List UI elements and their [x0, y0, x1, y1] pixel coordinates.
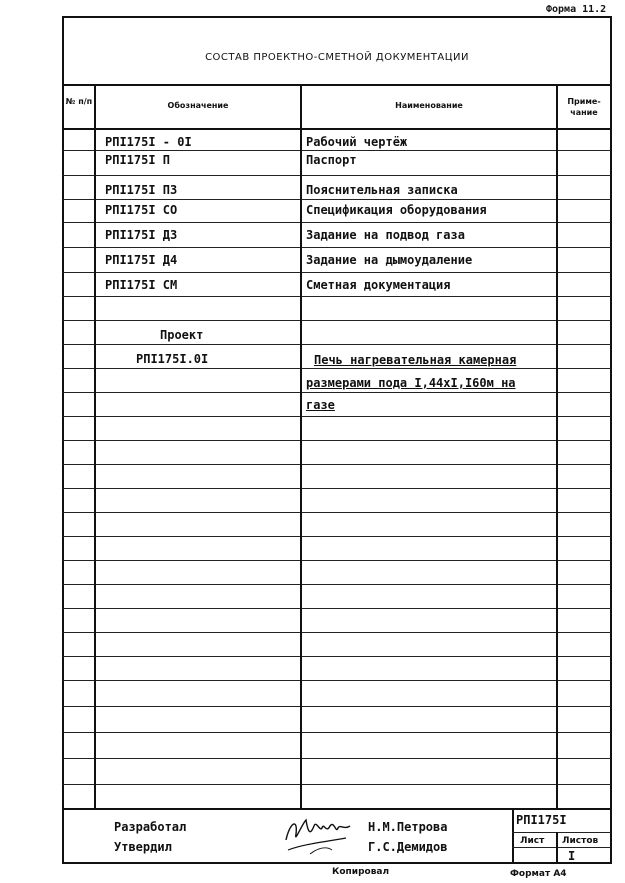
project-name-line: газе [306, 398, 335, 412]
stamp-divider [556, 832, 558, 864]
row-divider [63, 608, 611, 609]
row-divider [63, 560, 611, 561]
row-divider [63, 732, 611, 733]
developer-name: Н.М.Петрова [368, 820, 448, 834]
sheet-label: Лист [520, 836, 545, 846]
row-designation: РПI175I СО [105, 203, 178, 217]
row-divider [63, 199, 611, 200]
header-top-border [63, 84, 611, 86]
row-divider [63, 222, 611, 223]
row-name: Пояснительная записка [306, 183, 458, 197]
header-bottom-border [63, 128, 611, 130]
row-name: Паспорт [306, 153, 357, 167]
stamp-divider [512, 808, 514, 864]
row-divider [63, 392, 611, 393]
row-designation: РПI175I ПЗ [105, 183, 178, 197]
row-divider [63, 680, 611, 681]
row-divider [63, 512, 611, 513]
row-divider [63, 784, 611, 785]
column-divider-designation [300, 84, 302, 808]
row-divider [63, 175, 611, 176]
project-label: Проект [160, 328, 204, 342]
row-divider [63, 440, 611, 441]
developed-label: Разработал [114, 820, 187, 834]
row-name: Спецификация оборудования [306, 203, 487, 217]
row-name: Задание на подвод газа [306, 228, 465, 242]
approved-label: Утвердил [114, 840, 172, 854]
row-divider [63, 584, 611, 585]
doc-code: РПI175I [516, 813, 567, 827]
project-code: РПI175I.0I [136, 352, 209, 366]
row-divider [63, 272, 611, 273]
row-divider [63, 656, 611, 657]
approver-name: Г.С.Демидов [368, 840, 448, 854]
row-divider [63, 488, 611, 489]
project-name-line: Печь нагревательная камерная [314, 353, 517, 367]
row-divider [63, 706, 611, 707]
row-divider [63, 320, 611, 321]
document-title: СОСТАВ ПРОЕКТНО-СМЕТНОЙ ДОКУМЕНТАЦИИ [205, 52, 469, 63]
sheets-label: Листов [562, 836, 599, 846]
stamp-divider-row [512, 832, 611, 833]
row-designation: РПI175I - 0I [105, 135, 192, 149]
row-divider [63, 368, 611, 369]
row-divider [63, 758, 611, 759]
row-divider [63, 464, 611, 465]
row-divider [63, 632, 611, 633]
row-designation: РПI175I П [105, 153, 171, 167]
form-label: Форма 11.2 [546, 4, 607, 15]
copied-label: Копировал [332, 867, 390, 877]
column-divider-num [94, 84, 96, 808]
row-divider [63, 344, 611, 345]
row-divider [63, 536, 611, 537]
row-name: Задание на дымоудаление [306, 253, 473, 267]
row-designation: РПI175I СМ [105, 278, 178, 292]
header-name: Наименование [395, 101, 463, 110]
header-num: № п/п [65, 97, 93, 106]
row-divider [63, 247, 611, 248]
format-label: Формат А4 [510, 869, 567, 879]
stamp-divider-row [512, 847, 611, 848]
header-note: Приме- чание [567, 97, 601, 117]
row-name: Рабочий чертёж [306, 135, 408, 149]
row-divider [63, 296, 611, 297]
project-name-line: размерами пода I,44хI,I60м на [306, 376, 516, 390]
row-divider [63, 416, 611, 417]
sheets-value: I [568, 849, 576, 863]
row-divider [63, 150, 611, 151]
row-name: Сметная документация [306, 278, 451, 292]
row-designation: РПI175I Д4 [105, 253, 178, 267]
header-designation: Обозначение [167, 101, 229, 110]
column-divider-name [556, 84, 558, 808]
signature-icon [280, 810, 360, 858]
row-designation: РПI175I ДЗ [105, 228, 178, 242]
